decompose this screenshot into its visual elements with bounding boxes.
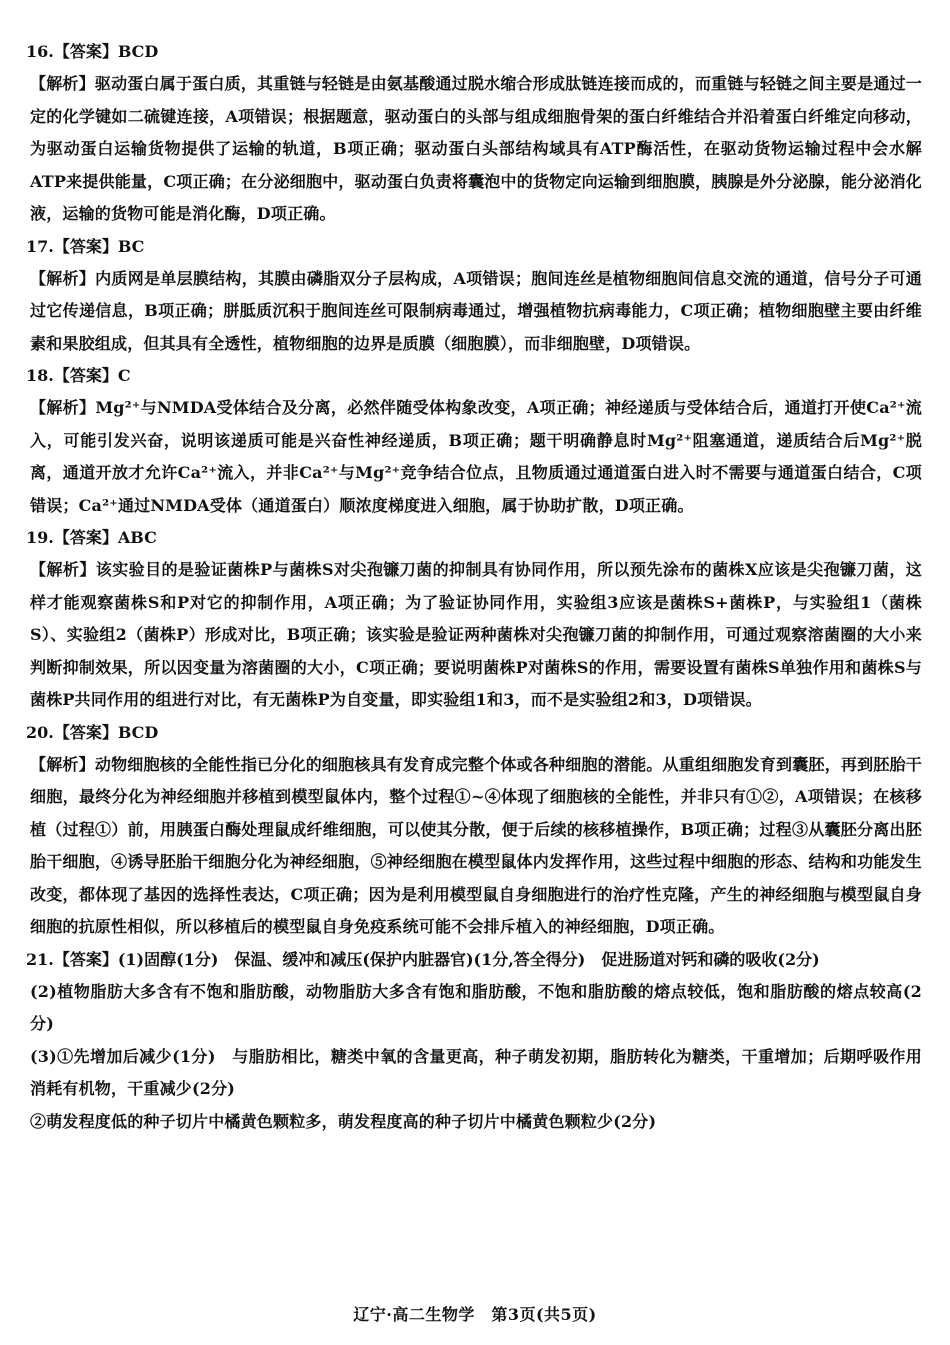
- question-19-explanation: 【解析】该实验目的是验证菌株P与菌株S对尖孢镰刀菌的抑制具有协同作用，所以预先涂布的菌株X应该是尖孢镰刀菌，这样才能观察菌株S和P对它的抑制作用，A项正确；为了验证协同作用，实验组3应该是菌株S+菌株P，与实验组1（菌株S）、实验组2（菌株P）形成对比，B项正确；该实验是验证两种菌株对尖孢镰刀菌的抑制作用，可通过观察溶菌圈的大小来判断抑制效果，所以因变量为溶菌圈的大小，C项正确；要说明菌株P对菌株S的作用，需要设置有菌株S单独作用和菌株S与菌株P共同作用的组进行对比，有无菌株P为自变量，即实验组1和3，而不是实验组2和3，D项错误。: [30, 560, 922, 709]
- question-16: [26, 36, 922, 231]
- question-21-answer-part3-2: ②萌发程度低的种子切片中橘黄色颗粒多，萌发程度高的种子切片中橘黄色颗粒少(2分): [30, 1111, 657, 1131]
- question-17: [26, 231, 922, 361]
- question-19: [26, 522, 922, 717]
- question-21-answer-part2: (2)植物脂肪大多含有不饱和脂肪酸，动物脂肪大多含有饱和脂肪酸，不饱和脂肪酸的熔点较低，饱和脂肪酸的熔点较高(2分): [30, 981, 922, 1033]
- question-21-answer-part3-1: (3)①先增加后减少(1分) 与脂肪相比，糖类中氧的含量更高，种子萌发初期，脂肪转化为糖类，干重增加；后期呼吸作用消耗有机物，干重减少(2分): [30, 1046, 922, 1098]
- page-footer: 辽宁·高二生物学 第3页(共5页): [353, 1305, 597, 1324]
- question-17-answer: 17.【答案】BC: [26, 236, 145, 256]
- question-19-answer: 19.【答案】ABC: [26, 528, 157, 547]
- question-20: [26, 717, 922, 944]
- question-18-answer: 18.【答案】C: [26, 366, 131, 385]
- question-18: [26, 360, 922, 522]
- question-21-answer-part1: 21.【答案】(1)固醇(1分) 保温、缓冲和减压(保护内脏器官)(1分,答全得分) 促进肠道对钙和磷的吸收(2分): [26, 949, 820, 969]
- question-17-explanation: 【解析】内质网是单层膜结构，其膜由磷脂双分子层构成，A项错误；胞间连丝是植物细胞间信息交流的通道，信号分子可通过它传递信息，B项正确；胼胝质沉积于胞间连丝可限制病毒通过，增强植物抗病毒能力，C项正确；植物细胞壁主要由纤维素和果胶组成，但其具有全透性，植物细胞的边界是质膜（细胞膜），而非细胞壁，D项错误。: [30, 268, 922, 353]
- question-16-answer: 16.【答案】BCD: [26, 42, 159, 61]
- question-20-explanation: 【解析】动物细胞核的全能性指已分化的细胞核具有发育成完整个体或各种细胞的潜能。从重组细胞发育到囊胚，再到胚胎干细胞，最终分化为神经细胞并移植到模型鼠体内，整个过程①~④体现了细胞核的全能性，并非只有①②，A项错误；在核移植（过程①）前，用胰蛋白酶处理鼠成纤维细胞，可以使其分散，便于后续的核移植操作，B项正确；过程③从囊胚分离出胚胎干细胞，④诱导胚胎干细胞分化为神经细胞，⑤神经细胞在模型鼠体内发挥作用，这些过程中细胞的形态、结构和功能发生改变，都体现了基因的选择性表达，C项正确；因为是利用模型鼠自身细胞进行的治疗性克隆，产生的神经细胞与模型鼠自身细胞的抗原性相似，所以移植后的模型鼠自身免疫系统可能不会排斥植入的神经细胞，D项正确。: [30, 754, 922, 936]
- question-20-answer: 20.【答案】BCD: [26, 722, 159, 742]
- question-18-explanation: 【解析】Mg²⁺与NMDA受体结合及分离，必然伴随受体构象改变，A项正确；神经递质与受体结合后，通道打开使Ca²⁺流入，可能引发兴奋，说明该递质可能是兴奋性神经递质，B项正确；题干明确静息时Mg²⁺阻塞通道，递质结合后Mg²⁺脱离，通道开放才允许Ca²⁺流入，并非Ca²⁺与Mg²⁺竞争结合位点，且物质通过通道蛋白进入时不需要与通道蛋白结合，C项错误；Ca²⁺通过NMDA受体（通道蛋白）顺浓度梯度进入细胞，属于协助扩散，D项正确。: [30, 398, 922, 515]
- question-21: [26, 944, 922, 1139]
- question-16-explanation: 【解析】驱动蛋白属于蛋白质，其重链与轻链是由氨基酸通过脱水缩合形成肽链连接而成的，而重链与轻链之间主要是通过一定的化学键如二硫键连接，A项错误；根据题意，驱动蛋白的头部与组成细胞骨架的蛋白纤维结合并沿着蛋白纤维定向移动，为驱动蛋白运输货物提供了运输的轨道，B项正确；驱动蛋白头部结构域具有ATP酶活性，在驱动货物运输过程中会水解ATP来提供能量，C项正确；在分泌细胞中，驱动蛋白负责将囊泡中的货物定向运输到细胞膜，胰腺是外分泌腺，能分泌消化液，运输的货物可能是消化酶，D项正确。: [30, 74, 922, 223]
